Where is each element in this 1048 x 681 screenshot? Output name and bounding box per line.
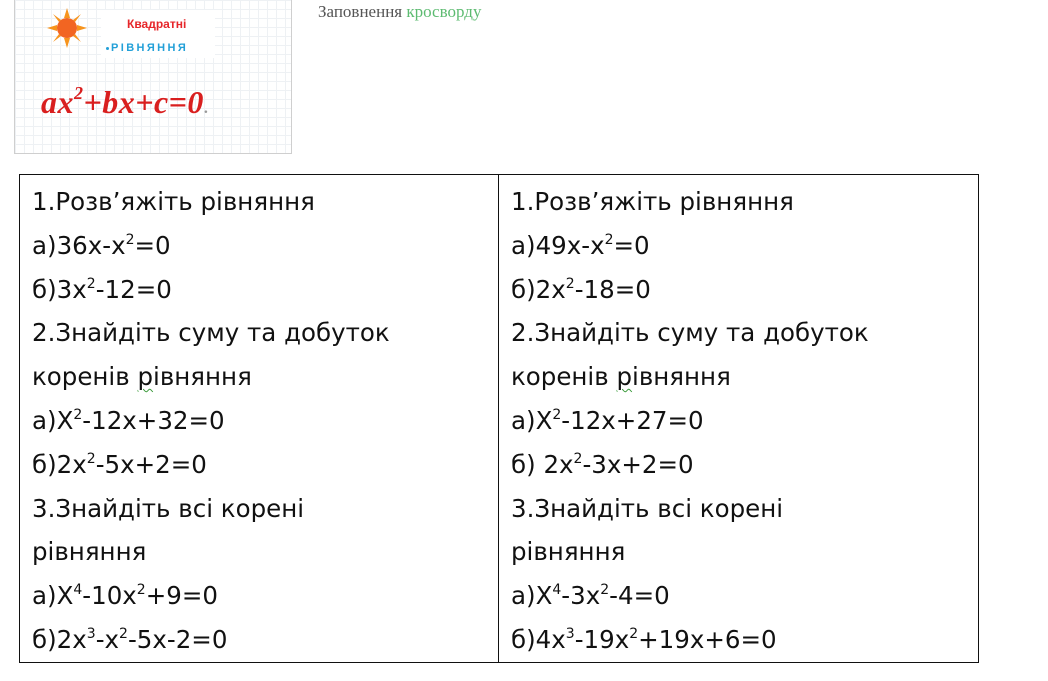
task-text: -19х (574, 624, 630, 654)
worksheet-row (20, 175, 979, 663)
task-line (32, 224, 486, 268)
task-text: б)4х (511, 624, 566, 654)
exponent: 2 (552, 406, 562, 423)
exponent: 2 (86, 450, 96, 467)
logo-title-word: Квадратні (127, 17, 187, 31)
task-line (32, 355, 486, 399)
task-text: =0 (134, 230, 171, 260)
task-line (32, 574, 486, 618)
task-text: а)49х-х (511, 230, 605, 260)
task-text: 2.Знайдіть суму та добуток (511, 318, 869, 348)
task-text: рівняння (32, 537, 147, 567)
task-line (511, 443, 966, 487)
exponent: 2 (119, 625, 128, 642)
exponent: 4 (552, 582, 562, 599)
task-text: рівняння (511, 537, 626, 567)
task-line (511, 399, 966, 443)
task-text: івняння (632, 362, 731, 392)
task-line (32, 443, 486, 487)
page-caption (318, 2, 481, 22)
task-text: =0 (613, 230, 650, 260)
task-line (511, 618, 966, 662)
formula-exponent: 2 (74, 83, 84, 103)
task-text: а)Х (32, 581, 74, 611)
task-text: -4=0 (609, 581, 670, 611)
spellcheck-mark: р (616, 362, 633, 392)
task-line (511, 574, 966, 618)
task-text: -10х (82, 581, 137, 611)
worksheet-table (19, 174, 979, 663)
exponent: 2 (604, 231, 614, 248)
task-text: б)2х (32, 449, 87, 479)
task-text: коренів (32, 362, 138, 392)
task-text: +19х+6=0 (638, 624, 777, 654)
task-text: -х (95, 624, 120, 654)
task-line (511, 355, 966, 399)
task-line (32, 487, 486, 531)
task-text: -3х+2=0 (582, 449, 694, 479)
exponent: 3 (86, 625, 96, 642)
task-text: -12=0 (95, 274, 172, 304)
caption-text: Заповнення (318, 2, 407, 21)
formula-rest: +bx+c=0 (83, 84, 204, 120)
quadratic-equations-logo (14, 0, 292, 154)
exponent: 2 (565, 275, 575, 292)
task-line (32, 311, 486, 355)
quadratic-formula (41, 84, 208, 121)
task-line (511, 530, 966, 574)
task-text: 3.Знайдіть всі корені (511, 493, 784, 523)
formula-dot: . (203, 100, 209, 117)
task-text: а)36х-х (32, 230, 126, 260)
exponent: 2 (73, 406, 83, 423)
task-text: 1.Розв’яжіть рівняння (32, 187, 315, 216)
task-text: б)3х (32, 274, 87, 304)
exponent: 2 (573, 450, 583, 467)
task-text: а)Х (32, 405, 74, 435)
task-text: а)Х (511, 405, 553, 435)
task-line (32, 180, 486, 224)
task-text: а)Х (511, 581, 553, 611)
task-text: -3х (561, 581, 601, 611)
variant-1-column (20, 175, 499, 663)
variant-2-column (499, 175, 979, 663)
sun-icon (47, 8, 87, 48)
logo-subtitle-word: РІВНЯННЯ (106, 42, 188, 54)
task-line (32, 399, 486, 443)
exponent: 2 (600, 582, 610, 599)
task-line (32, 268, 486, 312)
task-text: коренів (511, 362, 617, 392)
task-text: 1.Розв’яжіть рівняння (511, 187, 794, 216)
task-line (32, 618, 486, 662)
task-text: -12х+27=0 (561, 405, 704, 435)
task-text: івняння (153, 362, 252, 392)
spellcheck-mark: р (137, 362, 154, 392)
exponent: 3 (565, 625, 575, 642)
task-text: -12х+32=0 (82, 405, 225, 435)
crossword-link[interactable]: кросворду (406, 2, 482, 21)
exponent: 2 (86, 275, 96, 292)
exponent: 2 (125, 231, 135, 248)
task-line (32, 530, 486, 574)
task-text: -5х+2=0 (95, 449, 207, 479)
task-text: б)2х (32, 624, 87, 654)
task-line (511, 180, 966, 224)
task-line (511, 311, 966, 355)
task-line (511, 224, 966, 268)
task-text: 2.Знайдіть суму та добуток (32, 318, 390, 348)
task-line (511, 268, 966, 312)
task-text: б)2х (511, 274, 566, 304)
exponent: 2 (629, 625, 639, 642)
task-text: 3.Знайдіть всі корені (32, 493, 305, 523)
exponent: 2 (136, 582, 146, 599)
task-text: -18=0 (574, 274, 651, 304)
exponent: 4 (73, 582, 83, 599)
task-text: +9=0 (145, 581, 218, 611)
task-text: б) 2х (511, 449, 574, 479)
task-text: -5х-2=0 (127, 624, 228, 654)
task-line (511, 487, 966, 531)
formula-ax: ax (41, 84, 74, 120)
